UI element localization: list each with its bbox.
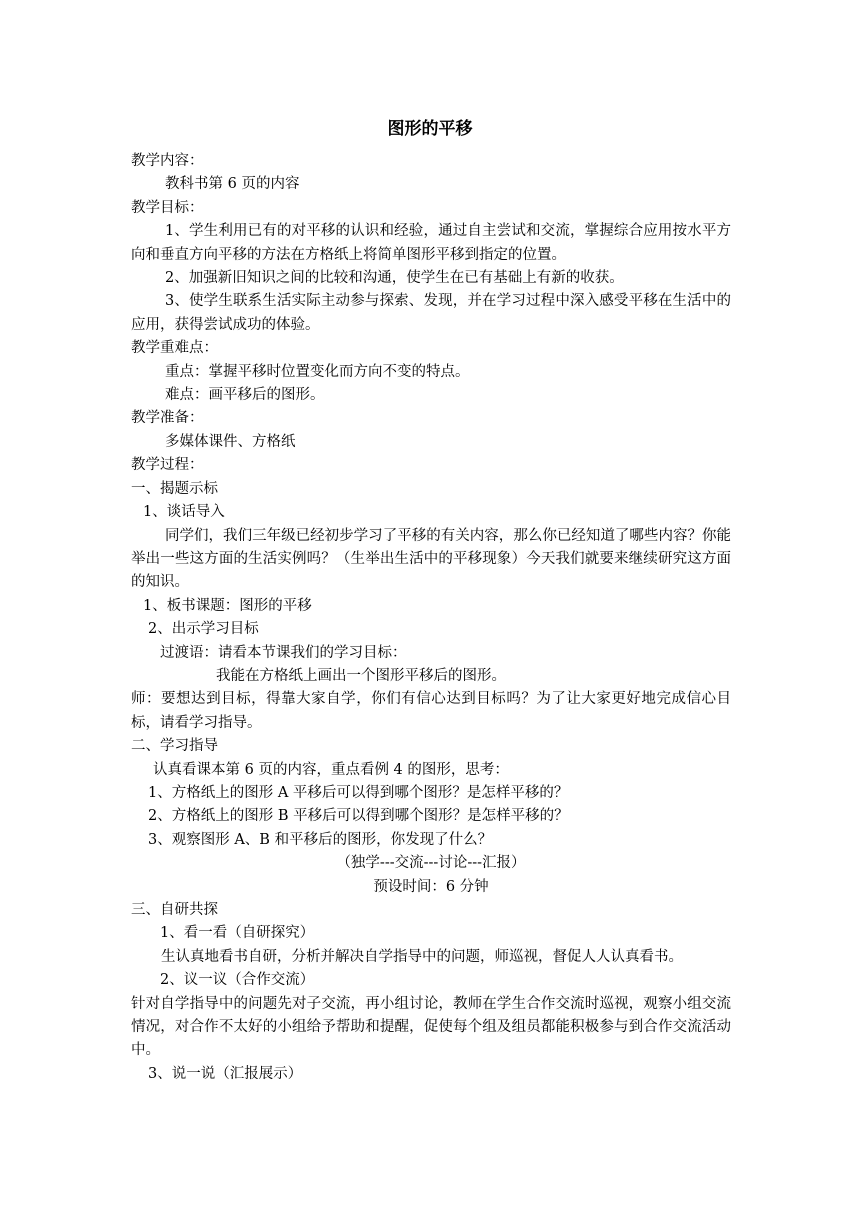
body-text: 过渡语：请看本节课我们的学习目标：	[160, 644, 407, 661]
section-heading: 教学内容：	[131, 153, 204, 169]
sub-step-heading: 1、板书课题：图形的平移	[143, 597, 312, 614]
body-paragraph: 针对自学指导中的问题先对子交流，再小组讨论，教师在学生合作交流时巡视，观察小组交流情况，对合作不太好的小组给予帮助和提醒，促使每个组及组员都能积极参与到合作交流活动中。	[131, 995, 731, 1059]
body-text: 认真看课本第 6 页的内容，重点看例 4 的图形，思考：	[153, 761, 509, 778]
section-heading: 教学重难点：	[131, 340, 218, 357]
time-text: 预设时间：6 分钟	[373, 878, 489, 895]
body-text: 多媒体课件、方格纸	[165, 433, 296, 450]
section-heading: 教学过程：	[131, 457, 204, 474]
body-paragraph: 生认真地看书自研，分析并解决自学指导中的问题，师巡视，督促人人认真看书。	[161, 948, 683, 965]
step-heading: 二、学习指导	[131, 738, 218, 755]
learning-goal-text: 我能在方格纸上画出一个图形平移后的图形。	[216, 667, 506, 684]
step-heading: 三、自研共探	[131, 902, 218, 918]
difficult-point-text: 难点：画平移后的图形。	[165, 387, 325, 404]
body-text: 教科书第 6 页的内容	[165, 176, 300, 193]
objective-paragraph: 1、学生利用已有的对平移的认识和经验，通过自主尝试和交流，掌握综合应用按水平方向和垂直方向平移的方法在方格纸上将简单图形平移到指定的位置。	[131, 223, 731, 263]
sub-step-heading: 1、谈话导入	[143, 504, 225, 521]
section-heading: 教学目标：	[131, 199, 204, 216]
question-item: 3、观察图形 A、B 和平移后的图形，你发现了什么？	[148, 831, 493, 848]
question-item: 1、方格纸上的图形 A 平移后可以得到哪个图形？是怎样平移的？	[148, 784, 569, 801]
process-text: （独学---交流---讨论---汇报）	[336, 855, 526, 872]
step-heading: 一、揭题示标	[131, 480, 218, 497]
question-item: 2、方格纸上的图形 B 平移后可以得到哪个图形？是怎样平移的？	[148, 808, 569, 825]
key-point-text: 重点：掌握平移时位置变化而方向不变的特点。	[165, 363, 470, 380]
sub-step-heading: 1、看一看（自研探究）	[160, 925, 315, 942]
objective-paragraph: 3、使学生联系生活实际主动参与探索、发现，并在学习过程中深入感受平移在生活中的应用，获得尝试成功的体验。	[131, 293, 731, 333]
document-body	[131, 150, 731, 1086]
sub-step-heading: 2、出示学习目标	[148, 621, 259, 638]
sub-step-heading: 2、议一议（合作交流）	[160, 972, 315, 989]
document-title: 图形的平移	[387, 119, 473, 139]
body-paragraph: 同学们，我们三年级已经初步学习了平移的有关内容，那么你已经知道了哪些内容？你能举出一些这方面的生活实例吗？（生举出生活中的平移现象）今天我们就要来继续研究这方面的知识。	[131, 527, 731, 591]
body-paragraph: 师：要想达到目标，得靠大家自学，你们有信心达到目标吗？为了让大家更好地完成信心目标，请看学习指导。	[131, 691, 731, 731]
sub-step-heading: 3、说一说（汇报展示）	[148, 1065, 303, 1082]
section-heading: 教学准备：	[131, 410, 204, 427]
objective-paragraph: 2、加强新旧知识之间的比较和沟通，使学生在已有基础上有新的收获。	[165, 270, 624, 287]
